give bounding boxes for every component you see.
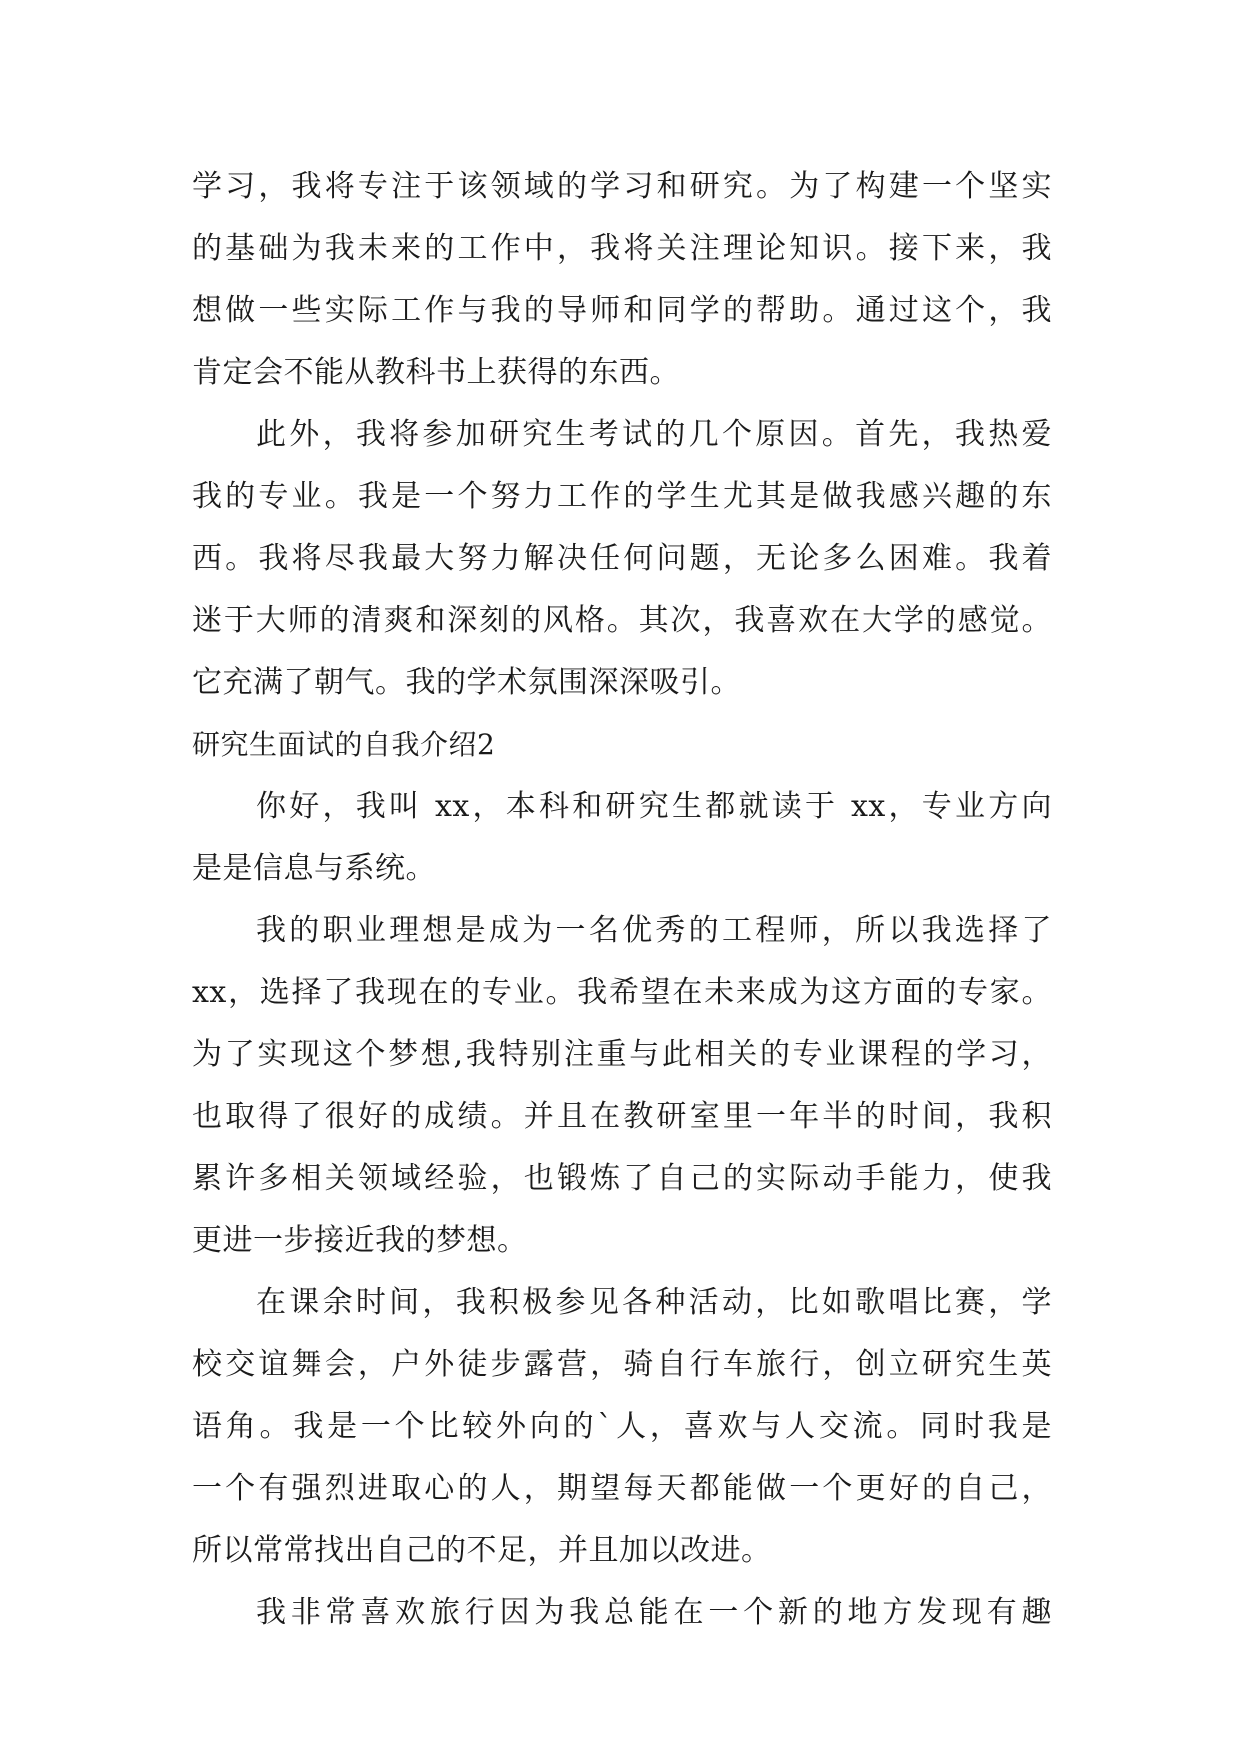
- paragraph-line: 的基础为我未来的工作中，我将关注理论知识。接下来，我: [192, 231, 1052, 266]
- paragraph-line: 它充满了朝气。我的学术氛围深深吸引。: [192, 665, 741, 700]
- paragraph-line: 在课余时间，我积极参见各种活动，比如歌唱比赛，学: [256, 1285, 1052, 1320]
- paragraph-line: 肯定会不能从教科书上获得的东西。: [192, 355, 680, 390]
- document-body: [192, 156, 1052, 1644]
- paragraph-line: 语角。我是一个比较外向的`人，喜欢与人交流。同时我是: [192, 1409, 1052, 1444]
- paragraph-line: 想做一些实际工作与我的导师和同学的帮助。通过这个，我: [192, 293, 1052, 328]
- paragraph-line: 我的职业理想是成为一名优秀的工程师，所以我选择了: [256, 913, 1052, 948]
- paragraph-line: 一个有强烈进取心的人，期望每天都能做一个更好的自己，: [192, 1471, 1052, 1506]
- paragraph-line: 我的专业。我是一个努力工作的学生尤其是做我感兴趣的东: [192, 479, 1052, 514]
- paragraph-line: 迷于大师的清爽和深刻的风格。其次，我喜欢在大学的感觉。: [192, 603, 1052, 638]
- paragraph-line: 累许多相关领域经验，也锻炼了自己的实际动手能力，使我: [192, 1161, 1052, 1196]
- paragraph-line: 西。我将尽我最大努力解决任何问题，无论多么困难。我着: [192, 541, 1052, 576]
- paragraph-line: 我非常喜欢旅行因为我总能在一个新的地方发现有趣: [256, 1595, 1052, 1630]
- paragraph-line: 你好，我叫 xx，本科和研究生都就读于 xx，专业方向: [256, 789, 1052, 824]
- paragraph-line: 也取得了很好的成绩。并且在教研室里一年半的时间，我积: [192, 1099, 1052, 1134]
- paragraph-line: 是是信息与系统。: [192, 851, 436, 886]
- section-heading: 研究生面试的自我介绍2: [192, 728, 496, 761]
- paragraph-line: 此外，我将参加研究生考试的几个原因。首先，我热爱: [256, 417, 1052, 452]
- paragraph-line: xx，选择了我现在的专业。我希望在未来成为这方面的专家。: [192, 975, 1052, 1010]
- paragraph-line: 为了实现这个梦想,我特别注重与此相关的专业课程的学习，: [192, 1037, 1052, 1072]
- paragraph-line: 校交谊舞会，户外徒步露营，骑自行车旅行，创立研究生英: [192, 1347, 1052, 1382]
- paragraph-line: 更进一步接近我的梦想。: [192, 1223, 528, 1258]
- paragraph-line: 所以常常找出自己的不足，并且加以改进。: [192, 1533, 772, 1568]
- paragraph-line: 学习，我将专注于该领域的学习和研究。为了构建一个坚实: [192, 169, 1052, 204]
